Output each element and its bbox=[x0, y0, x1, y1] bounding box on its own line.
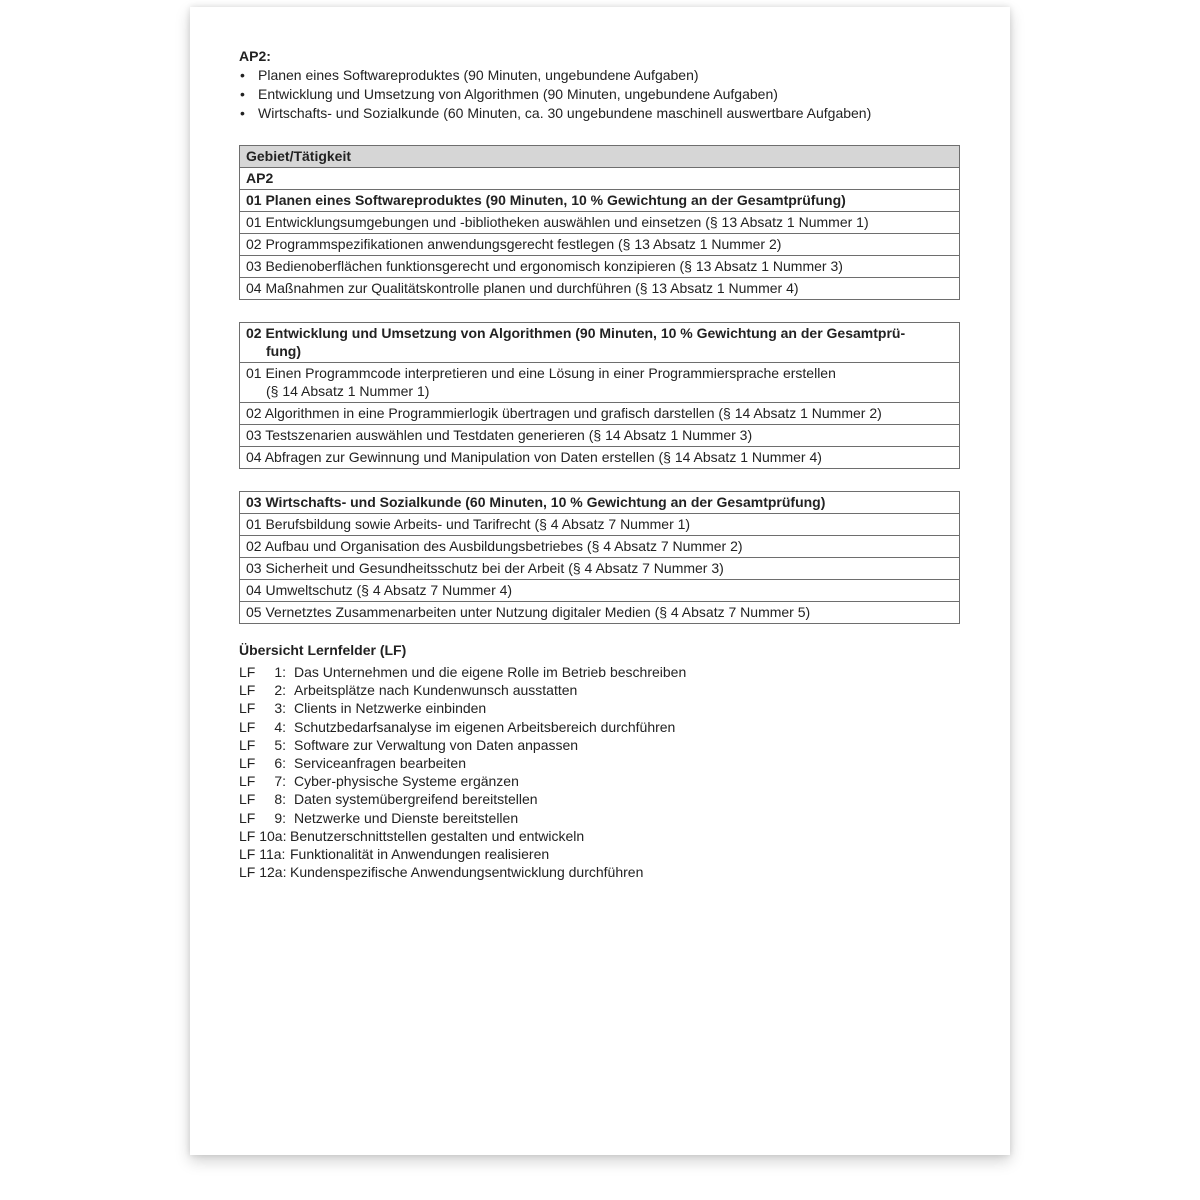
lf-code: LF bbox=[239, 773, 256, 790]
table-row bbox=[240, 256, 960, 278]
table-section: AP2 bbox=[240, 168, 960, 190]
table-row bbox=[240, 602, 960, 624]
table-cell: 02 Aufbau und Organisation des Ausbildungsbetriebes (§ 4 Absatz 7 Nummer 2) bbox=[240, 536, 960, 558]
table-cell: 04 Abfragen zur Gewinnung und Manipulation von Daten erstellen (§ 14 Absatz 1 Nummer 4) bbox=[240, 447, 960, 469]
table-row bbox=[240, 425, 960, 447]
table-cell: 04 Umweltschutz (§ 4 Absatz 7 Nummer 4) bbox=[240, 580, 960, 602]
table-cell bbox=[240, 363, 960, 403]
lf-number: 3: bbox=[274, 700, 286, 717]
lf-text: Kundenspezifische Anwendungsentwicklung durchführen bbox=[290, 864, 644, 881]
table-title: 03 Wirtschafts- und Sozialkunde (60 Minuten, 10 % Gewichtung an der Gesamtprüfung) bbox=[240, 492, 960, 514]
list-item bbox=[239, 809, 960, 827]
list-item bbox=[239, 85, 960, 104]
document-page bbox=[190, 7, 1010, 1155]
lf-code: LF bbox=[239, 718, 256, 735]
exam-table-planen bbox=[239, 145, 960, 300]
lf-number: 4: bbox=[274, 718, 286, 735]
list-item bbox=[239, 663, 960, 681]
table-cell: 02 Programmspezifikationen anwendungsgerecht festlegen (§ 13 Absatz 1 Nummer 2) bbox=[240, 234, 960, 256]
bullet-icon: • bbox=[240, 86, 245, 102]
exam-table-algorithmen bbox=[239, 322, 960, 469]
ap2-bullet-list bbox=[239, 66, 960, 123]
lf-code: LF bbox=[239, 700, 256, 717]
lf-text: Daten systemübergreifend bereitstellen bbox=[294, 791, 538, 808]
lf-number: 9: bbox=[274, 809, 286, 826]
lf-code: LF bbox=[239, 736, 256, 753]
lf-code: LF bbox=[239, 664, 256, 680]
lf-text: Das Unternehmen und die eigene Rolle im Betrieb beschreiben bbox=[294, 664, 687, 680]
list-item bbox=[239, 104, 960, 123]
lf-number: 6: bbox=[274, 754, 286, 771]
table-cell: 03 Bedienoberflächen funktionsgerecht und ergonomisch konzipieren (§ 13 Absatz 1 Nummer 3) bbox=[240, 256, 960, 278]
table-row bbox=[240, 558, 960, 580]
table-cell: 02 Algorithmen in eine Programmierlogik übertragen und grafisch darstellen (§ 14 Absatz 1 Nummer 2) bbox=[240, 403, 960, 425]
list-item bbox=[239, 718, 960, 736]
list-item bbox=[239, 845, 960, 863]
table-cell: 01 Entwicklungsumgebungen und -bibliotheken auswählen und einsetzen (§ 13 Absatz 1 Nummer 1) bbox=[240, 212, 960, 234]
table-row bbox=[240, 363, 960, 403]
lf-text: Netzwerke und Dienste bereitstellen bbox=[294, 809, 519, 826]
lf-text: Cyber-physische Systeme ergänzen bbox=[294, 773, 519, 790]
table-title: 01 Planen eines Softwareproduktes (90 Minuten, 10 % Gewichtung an der Gesamtprüfung) bbox=[240, 190, 960, 212]
lf-code: LF bbox=[239, 754, 256, 771]
list-item bbox=[239, 736, 960, 754]
list-item bbox=[239, 790, 960, 808]
bullet-text: Entwicklung und Umsetzung von Algorithmen (90 Minuten, ungebundene Aufgaben) bbox=[258, 86, 778, 102]
table-row bbox=[240, 580, 960, 602]
table-cell: 05 Vernetztes Zusammenarbeiten unter Nutzung digitaler Medien (§ 4 Absatz 7 Nummer 5) bbox=[240, 602, 960, 624]
lf-text: Schutzbedarfsanalyse im eigenen Arbeitsbereich durchführen bbox=[294, 718, 676, 735]
lf-code: LF bbox=[239, 791, 256, 808]
table-row bbox=[240, 536, 960, 558]
lernfelder-heading: Übersicht Lernfelder (LF) bbox=[239, 642, 407, 658]
table-row bbox=[240, 514, 960, 536]
list-item bbox=[239, 754, 960, 772]
lernfelder-list bbox=[239, 663, 960, 881]
table-row bbox=[240, 190, 960, 212]
bullet-icon: • bbox=[240, 105, 245, 121]
table-row bbox=[240, 447, 960, 469]
lf-number: 7: bbox=[274, 773, 286, 790]
lf-text: Arbeitsplätze nach Kundenwunsch ausstatten bbox=[294, 682, 578, 699]
table-row bbox=[240, 168, 960, 190]
bullet-text: Planen eines Softwareproduktes (90 Minuten, ungebundene Aufgaben) bbox=[258, 67, 699, 83]
table-cell-line: (§ 14 Absatz 1 Nummer 1) bbox=[266, 383, 430, 399]
table-cell: 01 Berufsbildung sowie Arbeits- und Tarifrecht (§ 4 Absatz 7 Nummer 1) bbox=[240, 514, 960, 536]
list-item bbox=[239, 699, 960, 717]
table-row bbox=[240, 323, 960, 363]
bullet-icon: • bbox=[240, 67, 245, 83]
table-title bbox=[240, 323, 960, 363]
bullet-text: Wirtschafts- und Sozialkunde (60 Minuten, ca. 30 ungebundene maschinell auswertbare Aufgaben) bbox=[258, 105, 872, 121]
lf-text: Software zur Verwaltung von Daten anpassen bbox=[294, 736, 579, 753]
list-item bbox=[239, 827, 960, 845]
ap2-heading: AP2: bbox=[239, 48, 271, 64]
lf-text: Benutzerschnittstellen gestalten und entwickeln bbox=[290, 827, 585, 844]
lf-code: LF bbox=[239, 809, 256, 826]
lf-code: LF 10a: bbox=[239, 827, 287, 844]
lf-code: LF bbox=[239, 682, 256, 699]
table-cell: 03 Sicherheit und Gesundheitsschutz bei der Arbeit (§ 4 Absatz 7 Nummer 3) bbox=[240, 558, 960, 580]
table-cell-line: 01 Einen Programmcode interpretieren und eine Lösung in einer Programmiersprache erstellen bbox=[246, 365, 836, 381]
table-cell: 04 Maßnahmen zur Qualitätskontrolle planen und durchführen (§ 13 Absatz 1 Nummer 4) bbox=[240, 278, 960, 300]
lf-text: Funktionalität in Anwendungen realisieren bbox=[290, 845, 550, 862]
table-row bbox=[240, 234, 960, 256]
lf-number: 1: bbox=[274, 664, 286, 680]
table-row bbox=[240, 146, 960, 168]
list-item bbox=[239, 681, 960, 699]
table-row bbox=[240, 403, 960, 425]
table-row bbox=[240, 278, 960, 300]
lf-number: 8: bbox=[274, 791, 286, 808]
lf-code: LF 12a: bbox=[239, 864, 287, 881]
list-item bbox=[239, 772, 960, 790]
lf-text: Clients in Netzwerke einbinden bbox=[294, 700, 487, 717]
table-row bbox=[240, 492, 960, 514]
page-content bbox=[239, 47, 960, 881]
table-title-line: fung) bbox=[266, 343, 301, 359]
lf-text: Serviceanfragen bearbeiten bbox=[294, 754, 467, 771]
exam-table-wiso bbox=[239, 491, 960, 624]
lf-number: 5: bbox=[274, 736, 286, 753]
lf-code: LF 11a: bbox=[239, 845, 286, 862]
table-header: Gebiet/Tätigkeit bbox=[240, 146, 960, 168]
list-item bbox=[239, 66, 960, 85]
lf-number: 2: bbox=[274, 682, 286, 699]
table-cell: 03 Testszenarien auswählen und Testdaten generieren (§ 14 Absatz 1 Nummer 3) bbox=[240, 425, 960, 447]
list-item bbox=[239, 863, 960, 881]
table-row bbox=[240, 212, 960, 234]
table-title-line: 02 Entwicklung und Umsetzung von Algorithmen (90 Minuten, 10 % Gewichtung an der Gesamtprü- bbox=[246, 325, 906, 341]
